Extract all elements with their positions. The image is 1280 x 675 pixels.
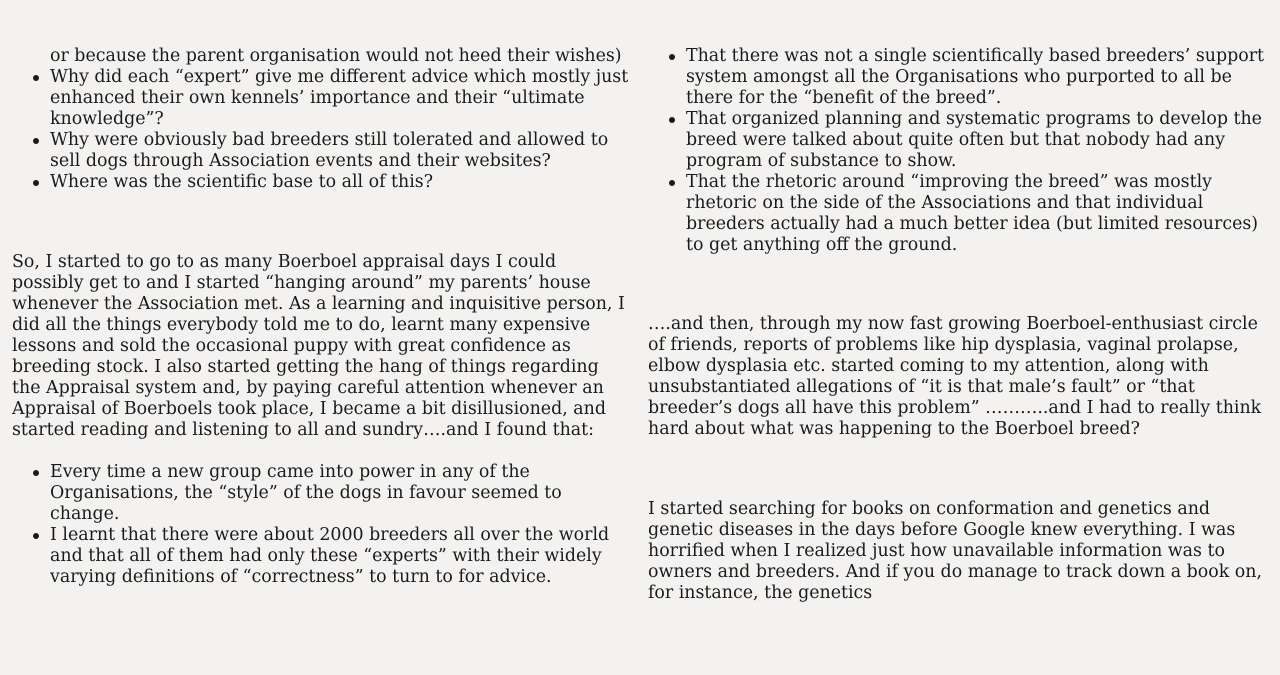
list-item: Why were obviously bad breeders still tolerated and allowed to sell dogs through Association events and their websites? (50, 130, 630, 172)
list-item: Why did each “expert” give me different advice which mostly just enhanced their own kennels’ importance and their “ultimate knowledge”? (50, 67, 629, 129)
questions-list (12, 67, 630, 193)
appraisal-paragraph: So, I started to go to as many Boerboel appraisal days I could possibly get to and I started “hanging around” my parents’ house whenever the Association met. As a learning and inquisitive person, I did all the things everybody told me to do, learnt many expensive lessons and sold the occasional puppy with great confidence as breeding stock. I also started getting the hang of things regarding the Appraisal system and, by paying careful attention whenever an Appraisal of Boerboels took place, I became a bit disillusioned, and started reading and listening to all and sundry….and I found that: (12, 252, 625, 440)
right-column (648, 46, 1268, 604)
list-item: Where was the scientific base to all of this? (50, 172, 630, 193)
left-column (12, 46, 630, 588)
list-item: I learnt that there were about 2000 breeders all over the world and that all of them had only these “experts” with their widely varying definitions of “correctness” to turn to for advice. (50, 525, 630, 588)
list-item: Every time a new group came into power in any of the Organisations, the “style” of the dogs in favour seemed to change. (50, 462, 630, 525)
findings-list (12, 462, 630, 588)
list-item: That there was not a single scientifically based breeders’ support system amongst all the Organisations who purported to all be there for the “benefit of the breed”. (686, 46, 1268, 109)
list-item: That organized planning and systematic programs to develop the breed were talked about quite often but that nobody had any program of substance to show. (686, 109, 1268, 172)
findings-list-continued (648, 46, 1268, 256)
list-item: That the rhetoric around “improving the breed” was mostly rhetoric on the side of the Associations and that individual breeders actually had a much better idea (but limited resources) to get anything off the ground. (686, 172, 1268, 256)
list-continuation-text: or because the parent organisation would not heed their wishes) (50, 46, 622, 66)
books-paragraph: I started searching for books on conformation and genetics and genetic diseases in the days before Google knew everything. I was horrified when I realized just how unavailable information was to owners and breeders. And if you do manage to track down a book on, for instance, the genetics (648, 499, 1262, 603)
problems-paragraph: ….and then, through my now fast growing Boerboel-enthusiast circle of friends, reports of problems like hip dysplasia, vaginal prolapse, elbow dysplasia etc. started coming to my attention, along with unsubstantiated allegations of “it is that male’s fault” or “that breeder’s dogs all have this problem” ………..and I had to really think hard about what was happening to the Boerboel breed? (648, 314, 1262, 439)
